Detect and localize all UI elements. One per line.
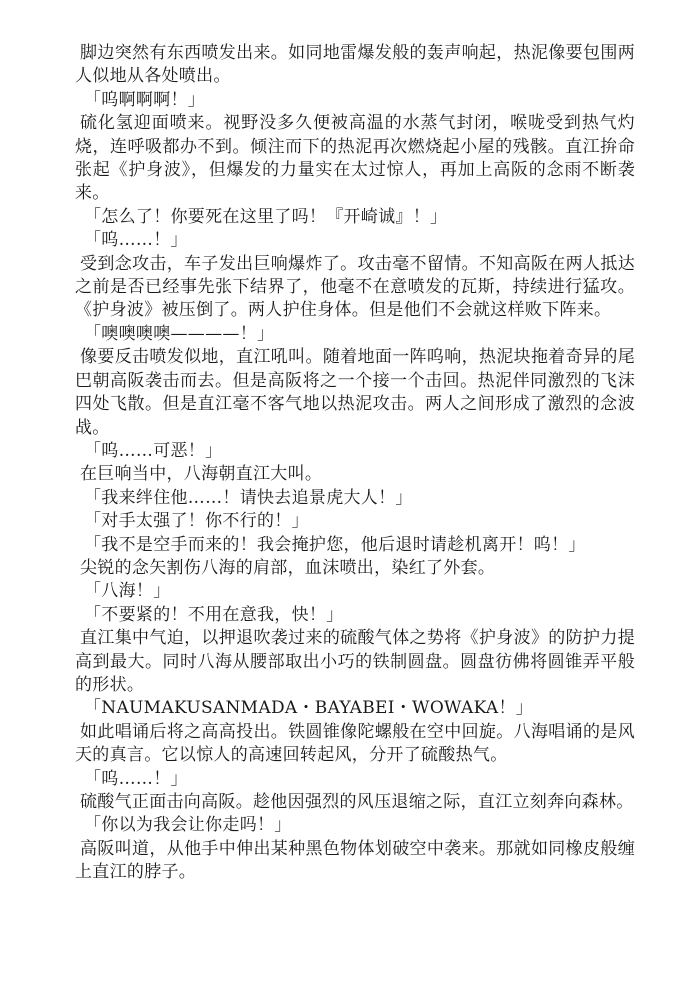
paragraph-7: 「噢噢噢噢————！」 <box>84 323 275 344</box>
paragraph-10: 在巨响当中，八海朝直江大叫。 <box>80 464 323 485</box>
paragraph-2: 「呜啊啊啊！」 <box>84 89 206 110</box>
paragraph-5: 「呜……！」 <box>84 230 188 251</box>
paragraph-11: 「我来绊住他……！请快去追景虎大人！」 <box>84 487 413 508</box>
paragraph-20: 「呜……！」 <box>84 768 188 789</box>
paragraph-21: 硫酸气正面击向高阪。趁他因强烈的风压退缩之际，直江立刻奔向森林。 <box>80 792 634 812</box>
novel-page <box>75 42 635 885</box>
paragraph-17: 直江集中气迫，以押退吹袭过来的硫酸气体之势将《护身波》的防护力提高到最大。同时八海从腰部取出小巧的铁制圆盘。圆盘彷佛将圆锥弄平般的形状。 <box>75 628 635 695</box>
paragraph-18: 「NAUMAKUSANMADA・BAYABEI・WOWAKA！」 <box>84 698 534 719</box>
paragraph-22: 「你以为我会让你走吗！」 <box>84 815 292 836</box>
paragraph-6: 受到念攻击，车子发出巨响爆炸了。攻击毫不留情。不知高阪在两人抵达之前是否已经事先张下结界了，他毫不在意喷发的瓦斯，持续进行猛攻。《护身波》被压倒了。两人护住身体。但是他们不会就这样败下阵来。 <box>75 253 635 321</box>
paragraph-23: 高阪叫道，从他手中伸出某种黑色物体划破空中袭来。那就如同橡皮般缠上直江的脖子。 <box>75 838 635 883</box>
paragraph-1: 脚边突然有东西喷发出来。如同地雷爆发般的轰声响起，热泥像要包围两人似地从各处喷出。 <box>75 43 635 87</box>
paragraph-12: 「对手太强了！你不行的！」 <box>84 511 309 532</box>
paragraph-3: 硫化氢迎面喷来。视野没多久便被高温的水蒸气封闭，喉咙受到热气灼烧，连呼吸都办不到。倾注而下的热泥再次燃烧起小屋的残骸。直江拚命张起《护身波》，但爆发的力量实在太过惊人，再加上高阪的念雨不断袭来。 <box>75 113 635 204</box>
paragraph-19: 如此唱诵后将之高高投出。铁圆锥像陀螺般在空中回旋。八海唱诵的是风天的真言。它以惊人的高速回转起风，分开了硫酸热气。 <box>75 721 635 766</box>
paragraph-8: 像要反击喷发似地，直江吼叫。随着地面一阵呜响，热泥块拖着奇异的尾巴朝高阪袭击而去。但是高阪将之一个接一个击回。热泥伴同激烈的飞沫四处飞散。但是直江毫不客气地以热泥攻击。两人之间形成了激烈的念波战。 <box>75 347 635 438</box>
paragraph-16: 「不要紧的！不用在意我，快！」 <box>84 604 344 625</box>
paragraph-9: 「呜……可恶！」 <box>84 440 223 461</box>
paragraph-4: 「怎么了！你要死在这里了吗！『开崎诚』！」 <box>84 206 448 227</box>
paragraph-13: 「我不是空手而来的！我会掩护您，他后退时请趁机离开！呜！」 <box>84 534 586 555</box>
paragraph-14: 尖锐的念矢割伤八海的肩部，血沫喷出，染红了外套。 <box>80 557 496 578</box>
paragraph-15: 「八海！」 <box>84 581 171 602</box>
